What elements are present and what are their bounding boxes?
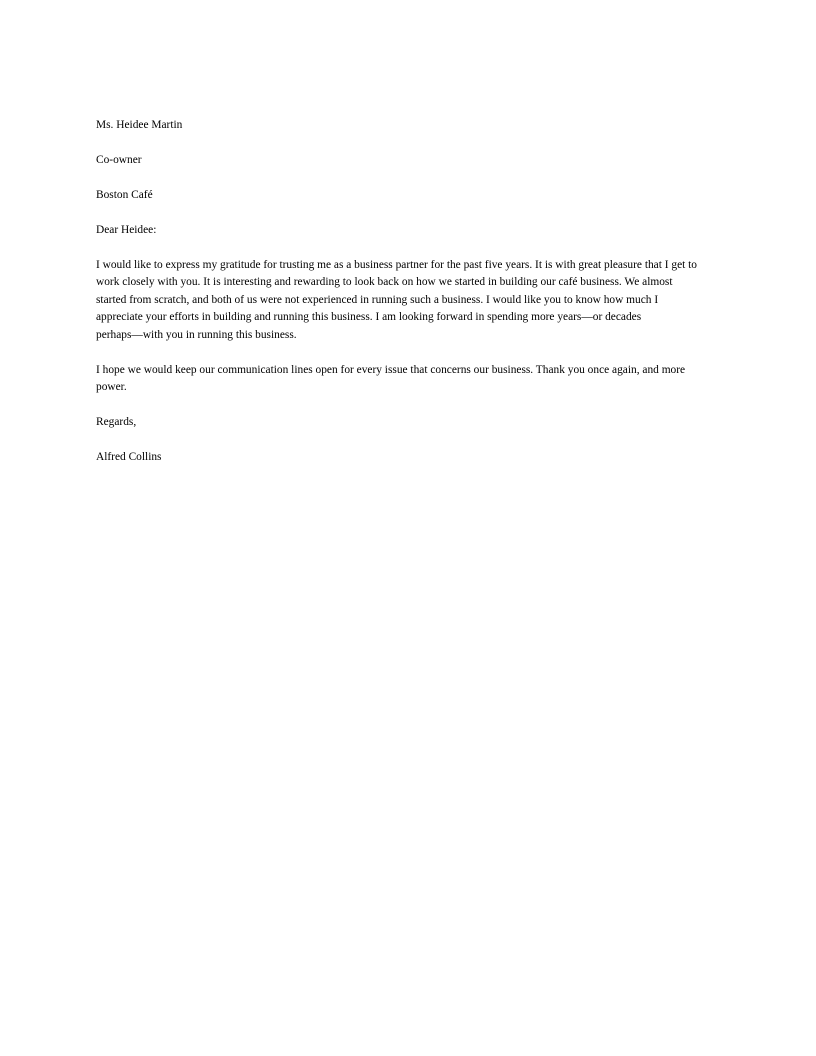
body-paragraph-1 <box>96 257 720 344</box>
salutation: Dear Heidee: <box>96 224 157 236</box>
paragraph-line: I hope we would keep our communication lines open for every issue that concerns our business. Thank you once again, and more <box>96 363 686 376</box>
recipient-name: Ms. Heidee Martin <box>96 119 183 131</box>
recipient-title: Co-owner <box>96 154 142 166</box>
recipient-company: Boston Café <box>96 189 153 201</box>
letter-body <box>96 117 720 484</box>
paragraph-line: power. <box>96 381 127 394</box>
closing: Regards, <box>96 416 137 429</box>
paragraph-line: work closely with you. It is interesting and rewarding to look back on how we started in building our café business. We almost <box>96 276 673 289</box>
body-paragraph-2 <box>96 362 720 397</box>
paragraph-line: started from scratch, and both of us were not experienced in running such a business. I would like you to know how much I <box>96 293 659 306</box>
sender-name: Alfred Collins <box>96 451 162 464</box>
paragraph-line: perhaps—with you in running this business. <box>96 328 297 341</box>
paragraph-line: I would like to express my gratitude for trusting me as a business partner for the past five years. It is with great pleasure that I get to <box>96 259 698 271</box>
paragraph-line: appreciate your efforts in building and running this business. I am looking forward in spending more years—or decades <box>96 311 642 324</box>
